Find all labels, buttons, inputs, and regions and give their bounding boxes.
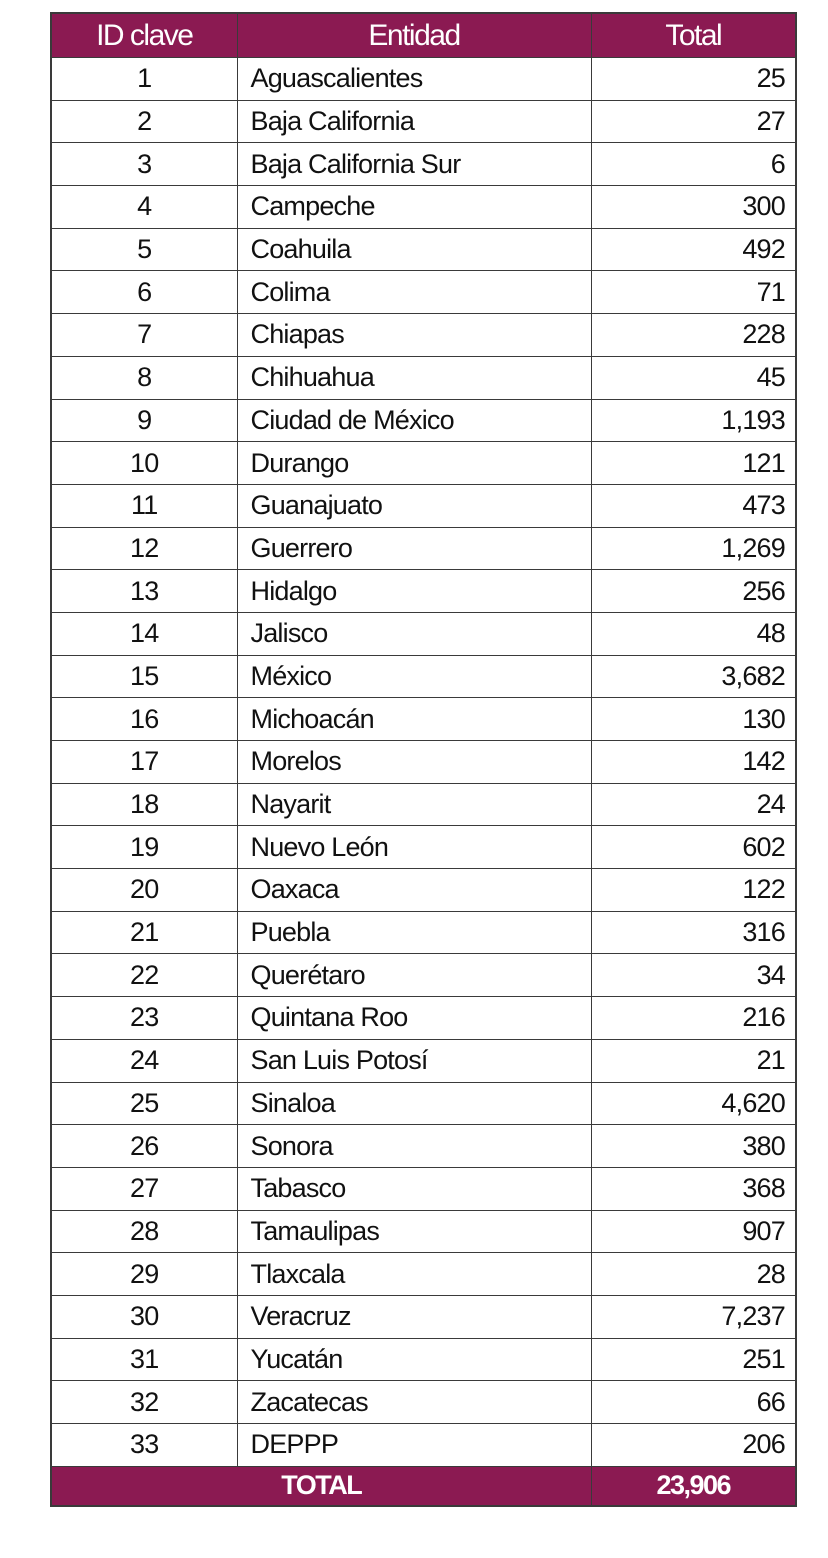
cell-id: 10	[51, 442, 237, 485]
cell-entity: Tlaxcala	[237, 1253, 591, 1296]
cell-entity: Baja California	[237, 100, 591, 143]
cell-total: 380	[591, 1125, 796, 1168]
cell-total: 216	[591, 997, 796, 1040]
cell-total: 122	[591, 869, 796, 912]
cell-total: 66	[591, 1381, 796, 1424]
cell-id: 7	[51, 314, 237, 357]
cell-total: 121	[591, 442, 796, 485]
cell-id: 4	[51, 186, 237, 229]
table-row	[51, 911, 796, 954]
cell-entity: Campeche	[237, 186, 591, 229]
cell-entity: Aguascalientes	[237, 58, 591, 101]
cell-id: 31	[51, 1338, 237, 1381]
table-row	[51, 1338, 796, 1381]
cell-id: 25	[51, 1082, 237, 1125]
table-row	[51, 314, 796, 357]
cell-total: 130	[591, 698, 796, 741]
cell-entity: Quintana Roo	[237, 997, 591, 1040]
cell-entity: Guanajuato	[237, 484, 591, 527]
cell-total: 34	[591, 954, 796, 997]
cell-id: 22	[51, 954, 237, 997]
cell-total: 21	[591, 1039, 796, 1082]
table-row	[51, 143, 796, 186]
cell-total: 907	[591, 1210, 796, 1253]
cell-id: 15	[51, 655, 237, 698]
cell-entity: Sonora	[237, 1125, 591, 1168]
table-row	[51, 570, 796, 613]
cell-id: 5	[51, 228, 237, 271]
cell-total: 6	[591, 143, 796, 186]
cell-id: 14	[51, 612, 237, 655]
table-row	[51, 783, 796, 826]
table-row	[51, 997, 796, 1040]
table-row	[51, 1167, 796, 1210]
cell-entity: Colima	[237, 271, 591, 314]
cell-id: 33	[51, 1424, 237, 1467]
cell-id: 1	[51, 58, 237, 101]
table-row	[51, 612, 796, 655]
cell-total: 27	[591, 100, 796, 143]
cell-total: 45	[591, 356, 796, 399]
cell-total: 473	[591, 484, 796, 527]
cell-id: 12	[51, 527, 237, 570]
cell-entity: Coahuila	[237, 228, 591, 271]
cell-id: 18	[51, 783, 237, 826]
cell-entity: Oaxaca	[237, 869, 591, 912]
cell-id: 32	[51, 1381, 237, 1424]
table-row	[51, 58, 796, 101]
table-row	[51, 484, 796, 527]
cell-total: 71	[591, 271, 796, 314]
cell-total: 300	[591, 186, 796, 229]
table-row	[51, 826, 796, 869]
cell-entity: Puebla	[237, 911, 591, 954]
cell-id: 19	[51, 826, 237, 869]
cell-total: 492	[591, 228, 796, 271]
cell-id: 20	[51, 869, 237, 912]
table-row	[51, 442, 796, 485]
cell-id: 30	[51, 1295, 237, 1338]
table-row	[51, 228, 796, 271]
table-row	[51, 186, 796, 229]
table-row	[51, 655, 796, 698]
cell-id: 27	[51, 1167, 237, 1210]
cell-entity: Tabasco	[237, 1167, 591, 1210]
cell-entity: Nayarit	[237, 783, 591, 826]
cell-entity: Michoacán	[237, 698, 591, 741]
table-row	[51, 1082, 796, 1125]
table-row	[51, 1039, 796, 1082]
table-row	[51, 100, 796, 143]
cell-total: 28	[591, 1253, 796, 1296]
table-row	[51, 1381, 796, 1424]
cell-entity: Querétaro	[237, 954, 591, 997]
cell-total: 316	[591, 911, 796, 954]
cell-entity: Zacatecas	[237, 1381, 591, 1424]
cell-total: 4,620	[591, 1082, 796, 1125]
header-row	[51, 13, 796, 58]
entity-totals-table-container	[50, 12, 795, 1507]
cell-entity: Sinaloa	[237, 1082, 591, 1125]
table-row	[51, 954, 796, 997]
column-header-id: ID clave	[51, 13, 237, 58]
cell-id: 29	[51, 1253, 237, 1296]
table-row	[51, 1125, 796, 1168]
table-row	[51, 741, 796, 784]
cell-id: 3	[51, 143, 237, 186]
cell-total: 7,237	[591, 1295, 796, 1338]
cell-total: 228	[591, 314, 796, 357]
cell-entity: Ciudad de México	[237, 399, 591, 442]
cell-entity: Morelos	[237, 741, 591, 784]
cell-entity: San Luis Potosí	[237, 1039, 591, 1082]
column-header-entity: Entidad	[237, 13, 591, 58]
table-row	[51, 399, 796, 442]
table-row	[51, 1295, 796, 1338]
table-row	[51, 698, 796, 741]
cell-id: 2	[51, 100, 237, 143]
column-header-total: Total	[591, 13, 796, 58]
table-body	[51, 58, 796, 1467]
cell-total: 251	[591, 1338, 796, 1381]
cell-id: 28	[51, 1210, 237, 1253]
cell-id: 17	[51, 741, 237, 784]
cell-entity: DEPPP	[237, 1424, 591, 1467]
cell-entity: Chiapas	[237, 314, 591, 357]
cell-total: 256	[591, 570, 796, 613]
cell-entity: Jalisco	[237, 612, 591, 655]
cell-entity: Tamaulipas	[237, 1210, 591, 1253]
table-row	[51, 869, 796, 912]
cell-entity: Hidalgo	[237, 570, 591, 613]
cell-id: 11	[51, 484, 237, 527]
total-row	[51, 1466, 796, 1506]
cell-id: 6	[51, 271, 237, 314]
cell-total: 1,269	[591, 527, 796, 570]
table-footer	[51, 1466, 796, 1506]
cell-id: 23	[51, 997, 237, 1040]
total-value: 23,906	[591, 1466, 796, 1506]
table-header	[51, 13, 796, 58]
cell-total: 602	[591, 826, 796, 869]
cell-total: 206	[591, 1424, 796, 1467]
cell-total: 24	[591, 783, 796, 826]
cell-entity: Chihuahua	[237, 356, 591, 399]
cell-id: 24	[51, 1039, 237, 1082]
table-row	[51, 527, 796, 570]
cell-id: 21	[51, 911, 237, 954]
cell-id: 9	[51, 399, 237, 442]
cell-entity: Durango	[237, 442, 591, 485]
cell-id: 16	[51, 698, 237, 741]
table-row	[51, 356, 796, 399]
cell-entity: Veracruz	[237, 1295, 591, 1338]
table-row	[51, 1253, 796, 1296]
cell-entity: Nuevo León	[237, 826, 591, 869]
cell-entity: Baja California Sur	[237, 143, 591, 186]
total-label: TOTAL	[51, 1466, 591, 1506]
cell-id: 13	[51, 570, 237, 613]
cell-total: 1,193	[591, 399, 796, 442]
cell-total: 142	[591, 741, 796, 784]
cell-total: 48	[591, 612, 796, 655]
table-row	[51, 1424, 796, 1467]
table-row	[51, 271, 796, 314]
cell-entity: Yucatán	[237, 1338, 591, 1381]
cell-total: 25	[591, 58, 796, 101]
cell-id: 26	[51, 1125, 237, 1168]
cell-entity: México	[237, 655, 591, 698]
table-row	[51, 1210, 796, 1253]
cell-total: 368	[591, 1167, 796, 1210]
cell-entity: Guerrero	[237, 527, 591, 570]
cell-id: 8	[51, 356, 237, 399]
cell-total: 3,682	[591, 655, 796, 698]
entity-totals-table	[50, 12, 797, 1507]
